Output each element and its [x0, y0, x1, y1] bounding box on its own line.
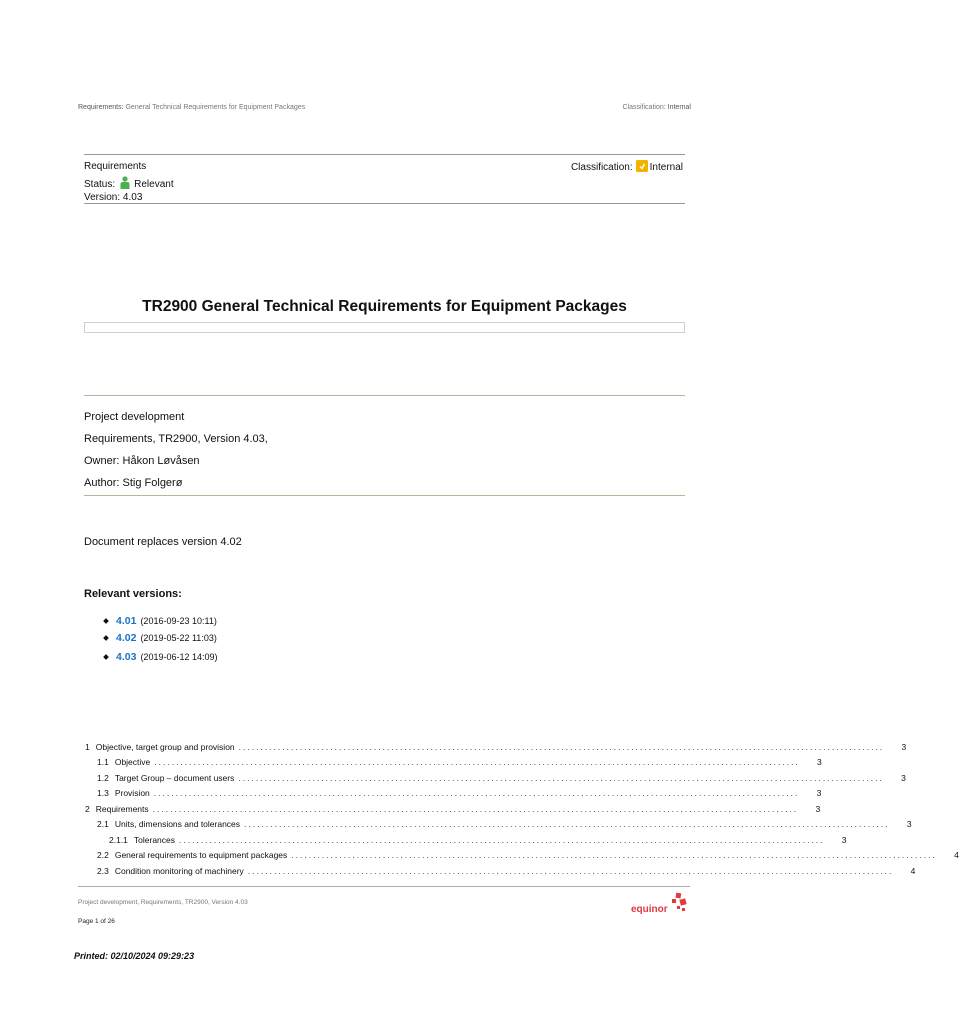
toc-entry[interactable]	[84, 757, 822, 771]
classification-icon	[636, 160, 648, 175]
toc-leader: ....................................................................................................................................................	[291, 850, 937, 860]
title-underline-box	[84, 322, 685, 333]
toc-title: Units, dimensions and tolerances	[114, 819, 241, 829]
version-link[interactable]: 4.01	[116, 615, 137, 627]
toc-title: Requirements	[95, 804, 149, 814]
info-requirements: Requirements, TR2900, Version 4.03,	[84, 433, 268, 445]
toc-number: 2.2	[97, 850, 109, 860]
toc-leader: ....................................................................................................................................................	[152, 804, 799, 814]
toc-entry[interactable]	[84, 850, 959, 864]
toc-page: 4	[954, 850, 959, 860]
toc-number: 1.3	[97, 788, 109, 798]
footer-doc-ref: Project development, Requirements, TR2900, Version 4.03	[78, 899, 248, 906]
toc-title: Condition monitoring of machinery	[114, 866, 244, 876]
toc-number: 1	[85, 742, 90, 752]
toc-title: Objective	[114, 757, 151, 767]
info-author: Author: Stig Folgerø	[84, 477, 183, 489]
toc-entry[interactable]	[84, 788, 822, 802]
toc-title: Target Group – document users	[114, 773, 235, 783]
toc-leader: ....................................................................................................................................................	[244, 819, 890, 829]
toc-number: 2.1	[97, 819, 109, 829]
toc-entry[interactable]	[84, 804, 821, 818]
bullet-icon	[103, 635, 109, 641]
info-bottom-rule	[84, 495, 685, 496]
toc-number: 2	[85, 804, 90, 814]
running-header-doc-label: Requirements:	[78, 104, 124, 111]
toc-leader: ....................................................................................................................................................	[154, 757, 800, 767]
version-link[interactable]: 4.03	[116, 651, 137, 663]
version-date: (2019-05-22 11:03)	[140, 633, 217, 643]
footer-rule	[78, 886, 690, 887]
running-header-classification-value: Internal	[667, 104, 691, 111]
version-date: (2016-09-23 10:11)	[140, 616, 217, 626]
bullet-icon	[103, 654, 109, 660]
toc-leader: ....................................................................................................................................................	[238, 773, 884, 783]
running-header-classification-label: Classification:	[622, 104, 666, 111]
meta-bottom-rule	[84, 203, 685, 204]
equinor-logo	[631, 893, 687, 918]
document-title: TR2900 General Technical Requirements for Equipment Packages	[142, 298, 627, 315]
toc-entry[interactable]	[84, 742, 907, 756]
toc-leader: ....................................................................................................................................................	[179, 835, 825, 845]
toc-page: 3	[901, 742, 907, 752]
version-link[interactable]: 4.02	[116, 632, 137, 644]
toc-number: 1.2	[97, 773, 109, 783]
toc-leader: ....................................................................................................................................................	[238, 742, 885, 752]
toc-entry[interactable]	[84, 835, 847, 849]
toc-entry[interactable]	[84, 819, 912, 833]
toc-entry[interactable]	[84, 866, 916, 880]
replaces-note: Document replaces version 4.02	[84, 536, 242, 548]
toc-number: 1.1	[97, 757, 109, 767]
meta-status-label: Status:	[84, 178, 116, 190]
info-owner: Owner: Håkon Løvåsen	[84, 455, 200, 467]
toc-page: 3	[906, 819, 912, 829]
logo-wordmark: equinor	[631, 904, 668, 915]
footer-page-number: Page 1 of 26	[78, 918, 115, 925]
info-project: Project development	[84, 411, 185, 423]
meta-classification-label: Classification:	[570, 162, 633, 173]
toc-page: 3	[901, 773, 906, 783]
toc-leader: ....................................................................................................................................................	[153, 788, 800, 798]
version-item	[104, 651, 218, 663]
meta-classification-value: Internal	[649, 162, 683, 173]
toc-number: 2.3	[97, 866, 109, 876]
toc-page: 4	[910, 866, 916, 876]
toc-page: 3	[816, 788, 822, 798]
version-item	[104, 632, 217, 644]
toc-leader: ....................................................................................................................................................	[247, 866, 894, 876]
version-item	[104, 615, 217, 627]
bullet-icon	[103, 618, 109, 624]
meta-status	[84, 176, 174, 192]
meta-type: Requirements	[84, 161, 147, 172]
running-header-classification	[623, 104, 692, 111]
meta-classification	[571, 160, 683, 175]
running-header-doc-title: General Technical Requirements for Equipment Packages	[125, 104, 306, 111]
info-top-rule	[84, 395, 685, 396]
meta-status-value: Relevant	[134, 178, 174, 190]
running-header-title	[78, 104, 305, 111]
meta-version: Version: 4.03	[84, 192, 143, 203]
toc-title: General requirements to equipment packages	[114, 850, 288, 860]
toc-title: Objective, target group and provision	[95, 742, 235, 752]
printed-timestamp: Printed: 02/10/2024 09:29:23	[74, 951, 195, 961]
version-date: (2019-06-12 14:09)	[140, 652, 218, 662]
toc-title: Provision	[114, 788, 150, 798]
toc-page: 3	[815, 804, 821, 814]
versions-heading: Relevant versions:	[84, 588, 182, 600]
toc-number: 2.1.1	[109, 835, 128, 845]
toc-title: Tolerances	[133, 835, 176, 845]
equinor-star-icon	[671, 893, 687, 918]
toc-entry[interactable]	[84, 773, 906, 787]
toc-page: 3	[841, 835, 847, 845]
meta-top-rule	[84, 154, 685, 155]
toc-page: 3	[817, 757, 822, 767]
relevant-status-icon	[119, 176, 131, 192]
